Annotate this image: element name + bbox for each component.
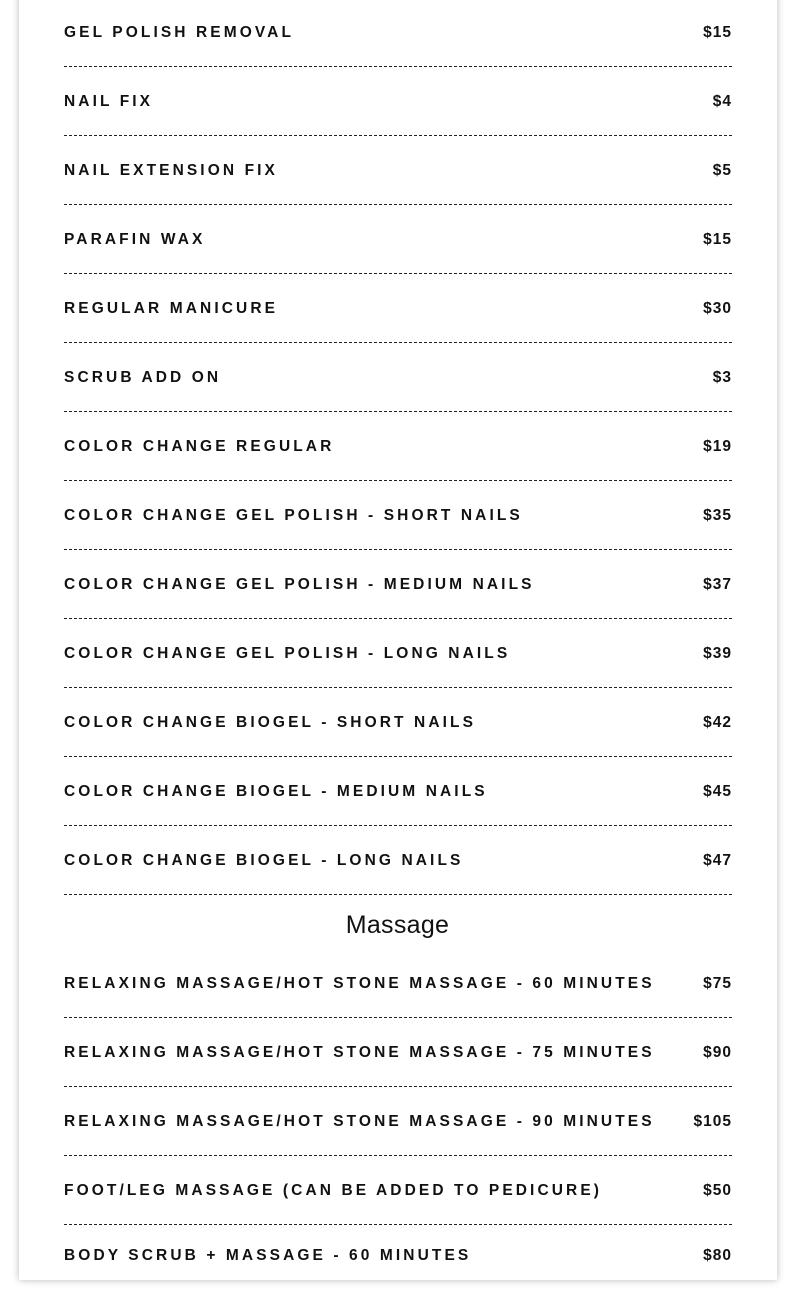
price-row [64,1029,732,1098]
service-price: $39 [703,645,732,662]
dashed-divider [64,342,732,343]
service-name: PARAFIN WAX [64,231,206,248]
service-price: $15 [703,24,732,41]
dashed-divider [64,1224,732,1225]
dashed-divider [64,1155,732,1156]
dashed-divider [64,411,732,412]
service-price: $35 [703,507,732,524]
dashed-divider [64,756,732,757]
price-row [64,699,732,768]
price-row [64,9,732,78]
service-name: RELAXING MASSAGE/HOT STONE MASSAGE - 75 MINUTES [64,1044,655,1061]
price-row [64,630,732,699]
service-price: $15 [703,231,732,248]
price-row [64,837,732,906]
price-row [64,492,732,561]
dashed-divider [64,687,732,688]
service-name: NAIL FIX [64,93,154,110]
service-name: COLOR CHANGE GEL POLISH - LONG NAILS [64,645,511,662]
price-row [64,147,732,216]
price-row [64,1232,732,1301]
service-price: $90 [703,1044,732,1061]
dashed-divider [64,66,732,67]
price-row [64,216,732,285]
service-name: COLOR CHANGE BIOGEL - LONG NAILS [64,852,464,869]
price-row [64,561,732,630]
service-price: $37 [703,576,732,593]
service-price: $47 [703,852,732,869]
dashed-divider [64,273,732,274]
price-row [64,1098,732,1167]
dashed-divider [64,480,732,481]
service-name: REGULAR MANICURE [64,300,279,317]
service-price: $75 [703,975,732,992]
service-name: RELAXING MASSAGE/HOT STONE MASSAGE - 60 MINUTES [64,975,655,992]
service-price: $105 [693,1113,732,1130]
service-name: COLOR CHANGE BIOGEL - MEDIUM NAILS [64,783,488,800]
service-price: $19 [703,438,732,455]
service-price: $5 [712,162,732,179]
service-name: COLOR CHANGE BIOGEL - SHORT NAILS [64,714,477,731]
section-title-massage: Massage [345,911,450,939]
service-price: $30 [703,300,732,317]
price-row [64,285,732,354]
dashed-divider [64,204,732,205]
service-name: COLOR CHANGE GEL POLISH - MEDIUM NAILS [64,576,535,593]
dashed-divider [64,1086,732,1087]
service-name: FOOT/LEG MASSAGE (CAN BE ADDED TO PEDICURE) [64,1182,603,1199]
price-row [64,354,732,423]
dashed-divider [64,825,732,826]
service-price: $3 [712,369,732,386]
service-price: $4 [712,93,732,110]
dashed-divider [64,549,732,550]
price-row [64,960,732,1029]
dashed-divider [64,135,732,136]
service-name: BODY SCRUB + MASSAGE - 60 MINUTES [64,1247,472,1264]
service-name: RELAXING MASSAGE/HOT STONE MASSAGE - 90 MINUTES [64,1113,655,1130]
service-name: GEL POLISH REMOVAL [64,24,295,41]
price-row [64,423,732,492]
service-name: COLOR CHANGE GEL POLISH - SHORT NAILS [64,507,523,524]
dashed-divider [64,894,732,895]
dashed-divider [64,1017,732,1018]
service-price: $42 [703,714,732,731]
service-name: SCRUB ADD ON [64,369,222,386]
service-name: COLOR CHANGE REGULAR [64,438,335,455]
price-row [64,1167,732,1236]
service-price: $45 [703,783,732,800]
service-price: $50 [703,1182,732,1199]
price-row [64,768,732,837]
price-row [64,78,732,147]
service-name: NAIL EXTENSION FIX [64,162,278,179]
service-price: $80 [703,1247,732,1264]
dashed-divider [64,618,732,619]
